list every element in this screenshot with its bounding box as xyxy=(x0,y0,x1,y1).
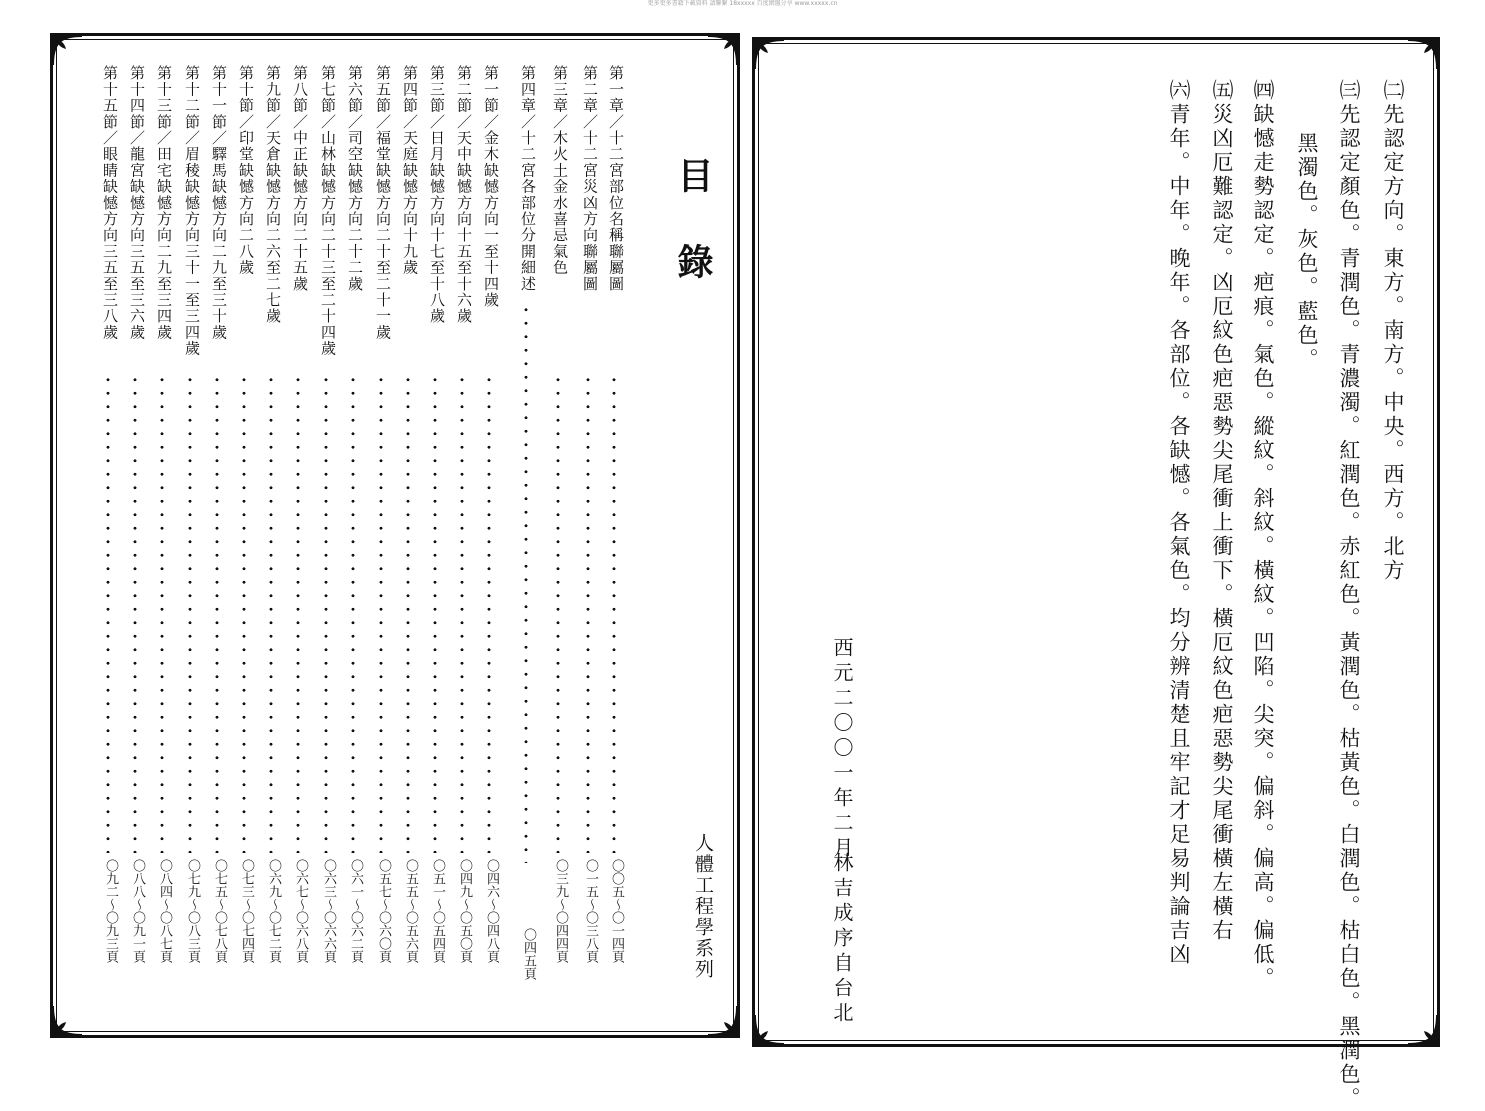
toc-entry-page: 〇八四～〇八七頁 xyxy=(157,859,172,963)
preface-author: 林吉成序自台北 xyxy=(830,852,854,1027)
toc-entry-label: 第十四節／龍宮缺憾方向三五至三六歲 xyxy=(128,65,146,341)
toc-leader-dots xyxy=(188,373,192,853)
corner-ornament-icon xyxy=(704,29,744,69)
toc-entry-label: 第十二節／眉稜缺憾方向三十一至三四歲 xyxy=(183,65,201,357)
corner-ornament-icon xyxy=(1404,1011,1444,1051)
toc-leader-dots xyxy=(406,373,410,853)
toc-entry-page: 〇四九～〇五〇頁 xyxy=(457,859,472,963)
toc-entry-page: 〇六三～〇六六頁 xyxy=(321,859,336,963)
toc-leader-dots xyxy=(433,373,437,853)
toc-entry-label: 第一章／十二宮部位名稱聯屬圖 xyxy=(607,65,625,292)
toc-entry-page: 〇七九～〇八三頁 xyxy=(185,859,200,963)
toc-entry-page: 〇六一～〇六二頁 xyxy=(348,859,363,963)
toc-entry-page: 〇四五頁 xyxy=(521,928,536,980)
toc-entry-label: 第十三節／田宅缺憾方向二九至三四歲 xyxy=(155,65,173,341)
toc-leader-dots xyxy=(524,303,528,863)
toc-leader-dots xyxy=(324,373,328,853)
corner-ornament-icon xyxy=(704,1002,744,1042)
preface-line: ㈤災凶厄難認定。凶厄紋色疤惡勢尖尾衝上衝下。橫厄紋色疤惡勢尖尾衝橫左橫右 xyxy=(1210,79,1234,943)
toc-leader-dots xyxy=(296,373,300,853)
preface-line: ㈡先認定方向。東方。南方。中央。西方。北方 xyxy=(1381,79,1405,583)
toc-leader-dots xyxy=(612,373,616,853)
toc-entry-page: 〇三九～〇四四頁 xyxy=(553,859,568,963)
toc-entry-page: 〇六七～〇六八頁 xyxy=(293,859,308,963)
toc-entry-label: 第三章／木火土金水喜忌氣色 xyxy=(551,65,569,276)
toc-leader-dots xyxy=(133,373,137,853)
corner-ornament-icon xyxy=(748,33,788,73)
corner-ornament-icon xyxy=(46,29,86,69)
toc-entry-label: 第十一節／驛馬缺憾方向二九至三十歲 xyxy=(210,65,228,341)
toc-entry-label: 第二節／天中缺憾方向十五至十六歲 xyxy=(455,65,473,325)
watermark-text: 更多更多書籍下載資料 請聯繫 18xxxxx 百度網盤分享 www.xxxxx.cn xyxy=(647,0,838,7)
toc-entry-page: 〇四六～〇四八頁 xyxy=(484,859,499,963)
preface-line: ㈢先認定顏色。青潤色。青濃濁。紅潤色。赤紅色。黃潤色。枯黃色。白潤色。枯白色。黑潤色。 xyxy=(1337,79,1361,1111)
toc-entry-page: 〇六九～〇七二頁 xyxy=(266,859,281,963)
corner-ornament-icon xyxy=(1404,33,1444,73)
series-name: 人體工程學系列 xyxy=(692,833,714,980)
toc-entry-label: 第七節／山林缺憾方向二十三至二十四歲 xyxy=(319,65,337,357)
preface-line: 黑濁色。灰色。藍色。 xyxy=(1295,132,1319,372)
toc-entry-page: 〇〇五～〇一四頁 xyxy=(609,859,624,963)
preface-line: ㈥青年。中年。晚年。各部位。各缺憾。各氣色。均分辨清楚且牢記才足易判論吉凶 xyxy=(1167,79,1191,967)
preface-line: ㈣缺憾走勢認定。疤痕。氣色。縱紋。斜紋。橫紋。凹陷。尖突。偏斜。偏高。偏低。 xyxy=(1251,79,1275,991)
toc-entry-label: 第三節／日月缺憾方向十七至十八歲 xyxy=(428,65,446,325)
toc-title: 目錄 xyxy=(672,157,714,329)
toc-page xyxy=(50,33,740,1038)
toc-entry-label: 第六節／司空缺憾方向二十二歲 xyxy=(346,65,364,292)
toc-entry-page: 〇八八～〇九一頁 xyxy=(130,859,145,963)
toc-leader-dots xyxy=(160,373,164,853)
toc-entry-page: 〇五五～〇五六頁 xyxy=(403,859,418,963)
toc-entry-label: 第八節／中正缺憾方向二十五歲 xyxy=(291,65,309,292)
toc-leader-dots xyxy=(379,373,383,853)
toc-leader-dots xyxy=(351,373,355,853)
corner-ornament-icon xyxy=(46,1002,86,1042)
preface-date: 西元二〇〇一年二月 xyxy=(830,637,854,862)
toc-entry-page: 〇五一～〇五四頁 xyxy=(430,859,445,963)
corner-ornament-icon xyxy=(748,1011,788,1051)
toc-leader-dots xyxy=(586,373,590,853)
toc-entry-label: 第五節／福堂缺憾方向二十至二十一歲 xyxy=(374,65,392,341)
toc-leader-dots xyxy=(242,373,246,853)
toc-leader-dots xyxy=(215,373,219,853)
toc-entry-page: 〇七五～〇七八頁 xyxy=(212,859,227,963)
toc-entry-label: 第九節／天倉缺憾方向二六至二七歲 xyxy=(264,65,282,325)
toc-entry-label: 第四章／十二宮各部位分開細述 xyxy=(519,65,537,292)
toc-entry-label: 第一節／金木缺憾方向一至十四歲 xyxy=(482,65,500,308)
toc-entry-label: 第四節／天庭缺憾方向十九歲 xyxy=(401,65,419,276)
toc-entry-page: 〇七三～〇七四頁 xyxy=(239,859,254,963)
toc-leader-dots xyxy=(487,373,491,853)
toc-entry-label: 第十節／印堂缺憾方向二八歲 xyxy=(237,65,255,276)
toc-entry-page: 〇一五～〇三八頁 xyxy=(583,859,598,963)
page-inner-border xyxy=(758,43,1434,1041)
preface-page xyxy=(752,37,1440,1111)
toc-entry-page: 〇九二～〇九三頁 xyxy=(103,859,118,963)
toc-leader-dots xyxy=(269,373,273,853)
toc-entry-label: 第十五節／眼睛缺憾方向三五至三八歲 xyxy=(101,65,119,341)
toc-entry-label: 第二章／十二宮災凶方向聯屬圖 xyxy=(581,65,599,292)
toc-leader-dots xyxy=(556,373,560,853)
toc-entry-page: 〇五七～〇六〇頁 xyxy=(376,859,391,963)
toc-leader-dots xyxy=(460,373,464,853)
toc-leader-dots xyxy=(106,373,110,853)
